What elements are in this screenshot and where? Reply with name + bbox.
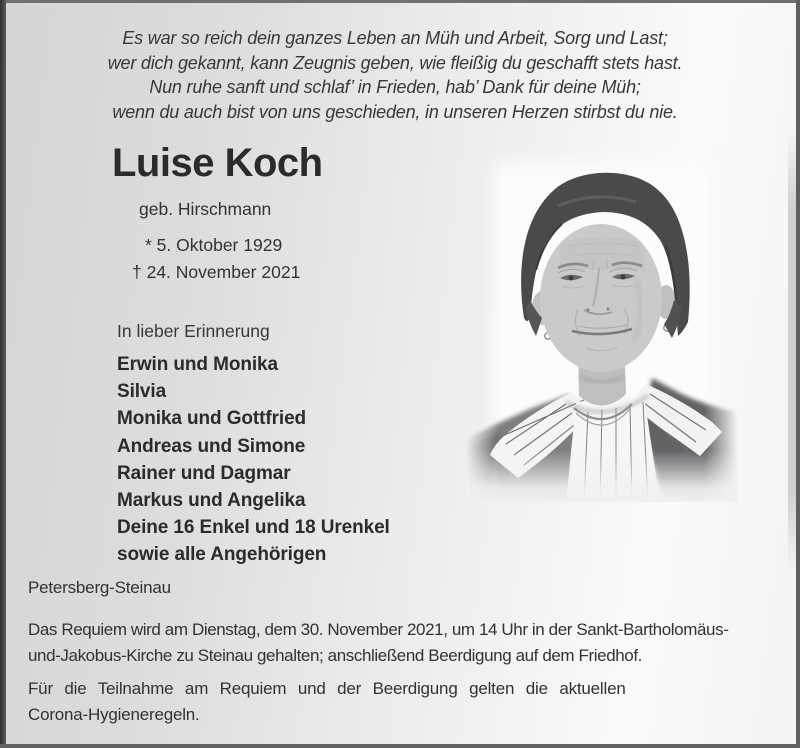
covid-line: Für die Teilnahme am Requiem und der Beerdigung gelten die aktuellen — [28, 679, 626, 698]
memorial-poem — [0, 26, 790, 124]
service-announcement — [28, 617, 780, 668]
mourner-line: sowie alle Angehörigen — [117, 544, 327, 566]
remembrance-intro: In lieber Erinnerung — [117, 321, 270, 341]
mourner-line: Markus und Angelika — [117, 490, 306, 512]
poem-line: Es war so reich dein ganzes Leben an Müh und Arbeit, Sorg und Last; — [122, 28, 668, 48]
poem-line: wer dich gekannt, kann Zeugnis geben, wie fleißig du geschafft stets hast. — [107, 52, 683, 73]
mourner-line: Erwin und Monika — [117, 354, 278, 375]
frame-edge-bottom — [0, 744, 800, 748]
death-date: † 24. November 2021 — [132, 262, 301, 282]
mourner-line: Monika und Gottfried — [117, 408, 307, 430]
portrait-photo-illustration — [466, 150, 738, 502]
frame-edge-top — [0, 0, 800, 3]
mourners-list — [117, 351, 390, 569]
frame-edge-left — [0, 0, 6, 748]
covid-line: Corona-Hygieneregeln. — [28, 704, 200, 724]
service-line: und-Jakobus-Kirche zu Steinau gehalten; anschließend Beerdigung auf dem Friedhof. — [28, 645, 643, 665]
birth-date: * 5. Oktober 1929 — [145, 235, 283, 255]
portrait-photo — [466, 150, 738, 502]
service-line: Das Requiem wird am Dienstag, dem 30. November 2021, um 14 Uhr in der Sankt-Bartholomäus- — [28, 620, 729, 639]
deceased-name: Luise Koch — [112, 141, 323, 185]
scan-shading — [788, 130, 796, 570]
mourner-line: Deine 16 Enkel und 18 Urenkel — [117, 517, 390, 539]
poem-line: wenn du auch bist von uns geschieden, in unseren Herzen stirbst du nie. — [112, 101, 678, 122]
covid-note — [28, 676, 728, 727]
frame-edge-right — [796, 0, 800, 748]
face — [540, 224, 662, 372]
maiden-name: geb. Hirschmann — [139, 199, 272, 219]
place-name: Petersberg-Steinau — [28, 578, 171, 597]
mourner-line: Silvia — [117, 381, 167, 403]
poem-line: Nun ruhe sanft und schlaf’ in Frieden, hab’ Dank für deine Müh; — [149, 77, 641, 97]
mourner-line: Rainer und Dagmar — [117, 462, 291, 484]
mourner-line: Andreas und Simone — [117, 435, 306, 457]
life-dates — [132, 232, 300, 286]
